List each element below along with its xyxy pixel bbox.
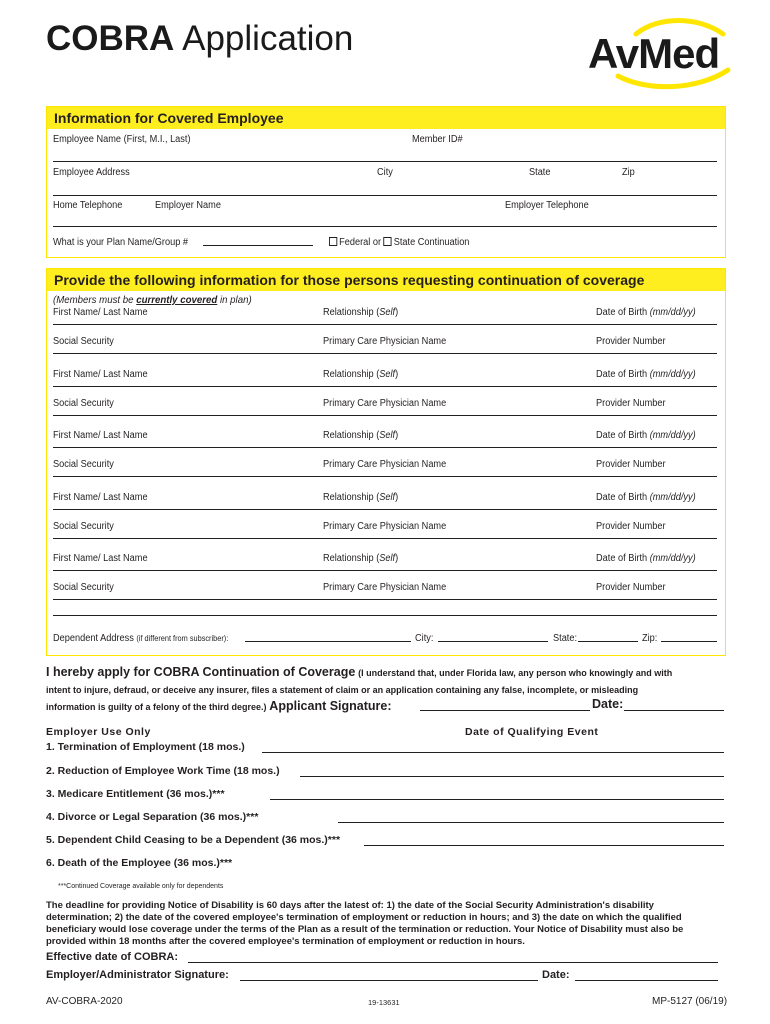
employer-use-only: Employer Use Only [46,726,151,738]
relationship-suffix: ) [395,369,399,380]
qualifying-event-date-line[interactable] [262,752,724,753]
name-line[interactable] [53,570,717,571]
applicant-signature-label: Applicant Signature: [269,699,392,713]
admin-date-label: Date: [542,969,570,981]
date-of-birth-label [596,430,696,441]
relationship-prefix: Relationship ( [323,307,380,318]
relationship-label [323,553,398,564]
dob-format: (mm/dd/yy) [649,430,696,441]
name-line[interactable] [53,324,717,325]
applicant-signature-line[interactable] [420,710,590,711]
social-security-line[interactable] [53,476,717,477]
relationship-label [323,369,398,380]
state-label: State [529,167,551,178]
attestation-lead: I hereby apply for COBRA Continuation of Coverage [46,665,356,679]
pcp-name-label: Primary Care Physician Name [323,582,447,593]
dependent-address-text: Dependent Address [53,633,134,644]
social-security-label: Social Security [53,459,114,470]
dependent-zip-label: Zip: [642,633,658,644]
relationship-self: Self [379,369,396,380]
dependent-state-line[interactable] [578,641,638,642]
provider-number-label: Provider Number [596,398,666,409]
zip-label: Zip [622,167,635,178]
state-continuation-label: State Continuation [393,237,470,248]
effective-date-line[interactable] [188,962,718,963]
form-title [46,16,353,62]
social-security-label: Social Security [53,398,114,409]
dependent-address-note: (if different from subscriber): [136,634,229,643]
pcp-name-label: Primary Care Physician Name [323,398,447,409]
relationship-self: Self [379,553,396,564]
first-last-name-label: First Name/ Last Name [53,369,148,380]
admin-signature-label: Employer/Administrator Signature: [46,969,229,981]
dob-prefix: Date of Birth [596,492,650,503]
qualifying-event-item: 4. Divorce or Legal Separation (36 mos.)*** [46,811,259,823]
first-last-name-label: First Name/ Last Name [53,492,148,503]
qualifying-event-item: 1. Termination of Employment (18 mos.) [46,741,245,753]
dependent-zip-line[interactable] [661,641,717,642]
covered-employee-section [46,106,726,258]
federal-checkbox[interactable] [329,237,337,246]
provider-number-label: Provider Number [596,336,666,347]
admin-date-line[interactable] [575,980,718,981]
relationship-suffix: ) [395,553,399,564]
note-prefix: (Members must be [53,294,137,306]
date-of-birth-label [596,492,696,503]
qualifying-event-item: 5. Dependent Child Ceasing to be a Dependent (36 mos.)*** [46,834,341,846]
members-note [53,294,252,306]
relationship-prefix: Relationship ( [323,553,380,564]
disability-line-3: beneficiary would lose coverage under the terms of the Plan as a result of the termination or reduction. Your Notice of Disability must also be [46,924,684,935]
disability-line-2: determination; 2) the date of the covered employee's termination of employment or reduction in hours; and 3) the date on which the qualified [46,912,682,923]
pcp-name-label: Primary Care Physician Name [323,459,447,470]
attestation-line1: (I understand that, under Florida law, any person who knowingly and with [358,668,673,678]
disability-line-1: The deadline for providing Notice of Disability is 60 days after the latest of: 1) the date of the Social Security Administration's disability [46,900,654,911]
federal-label: Federal or [339,237,382,248]
qualifying-event-heading: Date of Qualifying Event [465,726,599,738]
relationship-suffix: ) [395,492,399,503]
title-rest: Application [174,19,354,58]
dob-prefix: Date of Birth [596,307,650,318]
social-security-line[interactable] [53,538,717,539]
relationship-prefix: Relationship ( [323,492,380,503]
state-continuation-checkbox[interactable] [384,237,392,246]
avmed-logo [588,12,738,90]
dob-format: (mm/dd/yy) [649,307,696,318]
effective-date-label: Effective date of COBRA: [46,951,179,963]
persons-heading: Provide the following information for those persons requesting continuation of coverage [47,269,725,291]
dob-prefix: Date of Birth [596,430,650,441]
telephone-line[interactable] [53,226,717,227]
relationship-prefix: Relationship ( [323,430,380,441]
plan-name-label: What is your Plan Name/Group # [53,237,188,248]
social-security-label: Social Security [53,336,114,347]
social-security-label: Social Security [53,521,114,532]
name-line[interactable] [53,447,717,448]
dob-format: (mm/dd/yy) [649,492,696,503]
member-id-label: Member ID# [412,134,463,145]
employee-address-label: Employee Address [53,167,130,178]
social-security-label: Social Security [53,582,114,593]
relationship-label [323,430,398,441]
dob-prefix: Date of Birth [596,553,650,564]
qualifying-event-item: 2. Reduction of Employee Work Time (18 mos.) [46,765,280,777]
admin-signature-line[interactable] [240,980,538,981]
dependent-address-line[interactable] [245,641,411,642]
employer-name-label: Employer Name [155,200,221,211]
relationship-self: Self [379,430,396,441]
relationship-suffix: ) [395,307,399,318]
attestation-line3: information is guilty of a felony of the third degree.) [46,702,267,712]
disability-notice [46,900,736,948]
date-of-birth-label [596,553,696,564]
qualifying-event-date-line[interactable] [338,822,724,823]
relationship-self: Self [379,307,396,318]
title-bold: COBRA [46,19,175,58]
footer-revision: MP-5127 (06/19) [652,996,728,1007]
home-telephone-label: Home Telephone [53,200,123,211]
date-of-birth-label [596,307,696,318]
extra-line[interactable] [53,615,717,616]
dependent-city-line[interactable] [438,641,548,642]
employer-telephone-label: Employer Telephone [505,200,589,211]
footer-code: 19-13631 [368,998,400,1007]
social-security-line[interactable] [53,599,717,600]
provider-number-label: Provider Number [596,582,666,593]
relationship-label [323,492,398,503]
covered-employee-heading: Information for Covered Employee [47,107,725,129]
first-last-name-label: First Name/ Last Name [53,553,148,564]
provider-number-label: Provider Number [596,459,666,470]
applicant-date-label: Date: [592,697,624,711]
plan-name-line[interactable] [203,245,313,246]
qualifying-event-item: 3. Medicare Entitlement (36 mos.)*** [46,788,225,800]
note-emphasis: currently covered [136,294,218,306]
footer-form-id: AV-COBRA-2020 [46,996,123,1007]
first-last-name-label: First Name/ Last Name [53,307,148,318]
name-line[interactable] [53,386,717,387]
dependent-city-label: City: [415,633,434,644]
qualifying-event-item: 6. Death of the Employee (36 mos.)*** [46,857,233,869]
attestation-line2: intent to injure, defraud, or deceive any insurer, files a statement of claim or an application containing any false, incomplete, or misleading [46,685,639,695]
dob-format: (mm/dd/yy) [649,369,696,380]
relationship-self: Self [379,492,396,503]
note-suffix: in plan) [217,294,252,306]
social-security-line[interactable] [53,353,717,354]
logo-text: AvMed [588,30,720,77]
pcp-name-label: Primary Care Physician Name [323,336,447,347]
dependent-state-label: State: [553,633,578,644]
pcp-name-label: Primary Care Physician Name [323,521,447,532]
relationship-label [323,307,398,318]
relationship-prefix: Relationship ( [323,369,380,380]
provider-number-label: Provider Number [596,521,666,532]
address-line[interactable] [53,195,717,196]
continuation-choice [329,237,469,248]
first-last-name-label: First Name/ Last Name [53,430,148,441]
date-of-birth-label [596,369,696,380]
employee-name-label: Employee Name (First, M.I., Last) [53,134,191,145]
city-label: City [377,167,393,178]
dob-prefix: Date of Birth [596,369,650,380]
dob-format: (mm/dd/yy) [649,553,696,564]
qualifying-event-date-line[interactable] [300,776,724,777]
qualifying-event-date-line[interactable] [364,845,724,846]
relationship-suffix: ) [395,430,399,441]
name-line[interactable] [53,509,717,510]
disability-line-4: provided within 18 months after the covered employee's termination of employment or reduction in hours. [46,936,525,947]
persons-section [46,268,726,656]
continued-coverage-footnote: ***Continued Coverage available only for dependents [58,883,224,890]
dependent-address-label [53,633,228,644]
applicant-date-line[interactable] [624,710,724,711]
qualifying-event-date-line[interactable] [270,799,724,800]
attestation-block [46,664,726,716]
employee-name-line[interactable] [53,161,717,162]
social-security-line[interactable] [53,415,717,416]
